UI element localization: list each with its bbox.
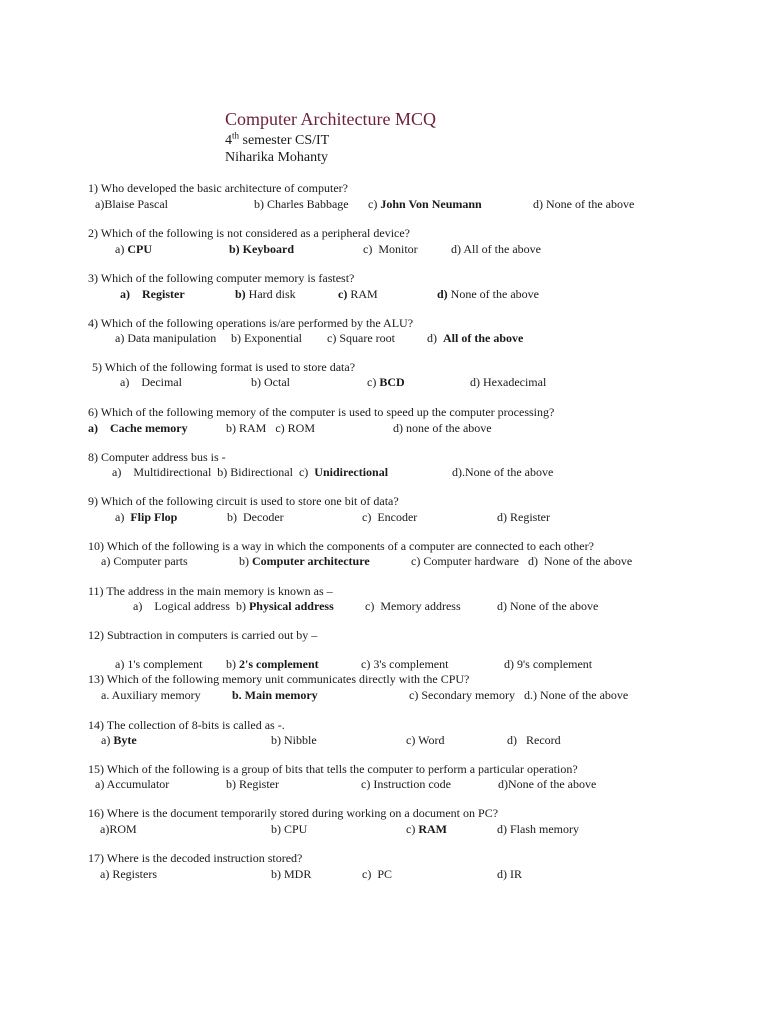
answer-option: [271, 867, 311, 881]
answer-option: [88, 421, 188, 435]
answer-text: b): [226, 657, 239, 671]
answer-highlight: BCD: [379, 375, 405, 389]
question-text: 8) Computer address bus is -: [88, 450, 226, 464]
answer-text: d): [427, 331, 443, 345]
answer-option: [365, 599, 461, 613]
answer-option: [227, 510, 284, 524]
question-text: 17) Where is the decoded instruction stored?: [88, 851, 303, 865]
answer-text: d) None of the above: [533, 197, 635, 211]
answer-option: [112, 465, 388, 479]
answer-text: a) Decimal: [120, 375, 182, 389]
answer-text: c): [368, 197, 381, 211]
answer-text: a) Computer parts: [101, 554, 188, 568]
answer-text: d) Hexadecimal: [470, 375, 547, 389]
answer-text: a)ROM: [100, 822, 137, 836]
answer-text: d) None of the above: [497, 599, 599, 613]
answer-option: [235, 287, 296, 301]
answer-text: a) Accumulator: [95, 777, 170, 791]
answer-option: [95, 197, 168, 211]
answer-text: c) Monitor: [363, 242, 418, 256]
answer-option: [120, 375, 182, 389]
answer-text: d) none of the above: [393, 421, 492, 435]
answer-text: c) Square root: [327, 331, 395, 345]
answer-option: [327, 331, 395, 345]
answer-text: b) Decoder: [227, 510, 284, 524]
answer-highlight: John Von Neumann: [380, 197, 482, 211]
answer-text: RAM: [347, 287, 378, 301]
answer-text: b) Charles Babbage: [254, 197, 349, 211]
answer-option: [232, 688, 318, 702]
answer-text: a): [101, 733, 114, 747]
answer-text: d).None of the above: [452, 465, 554, 479]
question-text: 1) Who developed the basic architecture of computer?: [88, 181, 348, 195]
question-text: 15) Which of the following is a group of bits that tells the computer to perform a particular operation?: [88, 762, 578, 776]
answer-option: [470, 375, 546, 389]
answer-text: c) Secondary memory d.) None of the above: [409, 688, 629, 702]
answer-text: c) Instruction code: [361, 777, 451, 791]
answer-highlight: Computer architecture: [252, 554, 370, 568]
document-title: Computer Architecture MCQ: [225, 109, 436, 129]
answer-option: [101, 733, 137, 747]
answer-text: b) RAM c) ROM: [226, 421, 315, 435]
answer-highlight: d): [437, 287, 448, 301]
answer-text: a): [115, 242, 128, 256]
answer-text: a): [115, 510, 131, 524]
answer-text: a)Blaise Pascal: [95, 197, 168, 211]
answer-option: [120, 287, 185, 301]
answer-option: [452, 465, 553, 479]
question-text: 4) Which of the following operations is/are performed by the ALU?: [88, 316, 414, 330]
answer-highlight: b): [235, 287, 246, 301]
answer-option: [229, 242, 294, 256]
answer-option: [361, 777, 451, 791]
answer-highlight: Unidirectional: [314, 465, 389, 479]
answer-option: [363, 242, 418, 256]
answer-text: d) 9's complement: [504, 657, 593, 671]
question-text: 9) Which of the following circuit is used to store one bit of data?: [88, 494, 399, 508]
answer-option: [368, 197, 482, 211]
answer-option: [497, 599, 598, 613]
question-text: 5) Which of the following format is used to store data?: [92, 360, 356, 374]
answer-text: d) Flash memory: [497, 822, 579, 836]
question-text: 14) The collection of 8-bits is called as -.: [88, 718, 285, 732]
answer-text: b) MDR: [271, 867, 312, 881]
answer-text: c): [367, 375, 380, 389]
answer-option: [406, 822, 447, 836]
answer-text: c) Computer hardware d) None of the above: [411, 554, 633, 568]
answer-option: [451, 242, 541, 256]
answer-text: c) 3's complement: [361, 657, 449, 671]
answer-text: d) Register: [497, 510, 550, 524]
answer-option: [437, 287, 539, 301]
answer-highlight: b) Keyboard: [229, 242, 295, 256]
answer-text: c) PC: [362, 867, 392, 881]
answer-option: [226, 777, 279, 791]
answer-option: [115, 331, 216, 345]
question-text: 10) Which of the following is a way in which the components of a computer are connected to each other?: [88, 539, 594, 553]
answer-text: a. Auxiliary memory: [101, 688, 201, 702]
answer-text: d)None of the above: [498, 777, 597, 791]
answer-option: [100, 822, 137, 836]
answer-option: [271, 822, 307, 836]
answer-option: [497, 822, 579, 836]
answer-option: [362, 867, 392, 881]
answer-option: [226, 657, 319, 671]
question-text: 6) Which of the following memory of the computer is used to speed up the computer processing?: [88, 405, 555, 419]
question-text: 2) Which of the following is not considered as a peripheral device?: [88, 226, 411, 240]
answer-option: [95, 777, 169, 791]
answer-highlight: a) Register: [120, 287, 185, 301]
semester-text: semester CS/IT: [239, 133, 330, 148]
answer-highlight: b. Main memory: [232, 688, 318, 702]
answer-option: [427, 331, 523, 345]
semester-ordinal-suffix: th: [232, 130, 240, 141]
answer-highlight: RAM: [418, 822, 447, 836]
question-text: 11) The address in the main memory is known as –: [88, 584, 333, 598]
answer-option: [254, 197, 349, 211]
semester-line: [225, 130, 330, 149]
answer-text: b) Exponential: [231, 331, 302, 345]
answer-option: [231, 331, 302, 345]
answer-option: [239, 554, 370, 568]
answer-option: [362, 510, 417, 524]
answer-text: c) Memory address: [365, 599, 461, 613]
answer-text: d) IR: [497, 867, 522, 881]
answer-text: c) Word: [406, 733, 445, 747]
answer-text: b) Octal: [251, 375, 290, 389]
answer-text: Hard disk: [245, 287, 296, 301]
answer-highlight: Physical address: [248, 599, 334, 613]
answer-text: None of the above: [447, 287, 539, 301]
answer-option: [409, 688, 628, 702]
answer-text: a) Logical address b): [133, 599, 249, 613]
answer-text: a) Data manipulation: [115, 331, 217, 345]
answer-option: [133, 599, 334, 613]
answer-text: a) 1's complement: [115, 657, 203, 671]
question-text: 16) Where is the document temporarily stored during working on a document on PC?: [88, 806, 499, 820]
answer-option: [367, 375, 405, 389]
answer-option: [498, 777, 596, 791]
answer-option: [115, 242, 152, 256]
answer-option: [100, 867, 157, 881]
question-text: 12) Subtraction in computers is carried out by –: [88, 628, 318, 642]
answer-highlight: c): [338, 287, 348, 301]
answer-text: b): [239, 554, 252, 568]
answer-option: [406, 733, 444, 747]
answer-option: [251, 375, 290, 389]
answer-text: d) Record: [507, 733, 561, 747]
answer-option: [497, 510, 550, 524]
semester-number: 4: [225, 133, 232, 148]
answer-option: [101, 688, 201, 702]
answer-option: [533, 197, 634, 211]
answer-option: [338, 287, 378, 301]
author-name: Niharika Mohanty: [225, 150, 329, 165]
answer-text: a) Multidirectional b) Bidirectional c): [112, 465, 315, 479]
answer-highlight: Flip Flop: [130, 510, 178, 524]
answer-text: b) CPU: [271, 822, 308, 836]
answer-option: [507, 733, 561, 747]
answer-text: c): [406, 822, 419, 836]
question-text: 13) Which of the following memory unit communicates directly with the CPU?: [88, 672, 470, 686]
answer-option: [504, 657, 592, 671]
answer-highlight: CPU: [127, 242, 152, 256]
answer-highlight: All of the above: [443, 331, 524, 345]
answer-text: b) Register: [226, 777, 279, 791]
answer-option: [411, 554, 632, 568]
answer-text: d) All of the above: [451, 242, 541, 256]
answer-option: [115, 510, 177, 524]
answer-text: b) Nibble: [271, 733, 317, 747]
answer-text: c) Encoder: [362, 510, 418, 524]
answer-highlight: a) Cache memory: [88, 421, 188, 435]
answer-option: [393, 421, 492, 435]
answer-highlight: 2's complement: [239, 657, 319, 671]
answer-option: [271, 733, 317, 747]
answer-option: [361, 657, 448, 671]
answer-text: a) Registers: [100, 867, 157, 881]
question-text: 3) Which of the following computer memory is fastest?: [88, 271, 355, 285]
answer-option: [101, 554, 188, 568]
answer-option: [115, 657, 202, 671]
answer-option: [497, 867, 522, 881]
answer-highlight: Byte: [113, 733, 137, 747]
answer-option: [226, 421, 315, 435]
